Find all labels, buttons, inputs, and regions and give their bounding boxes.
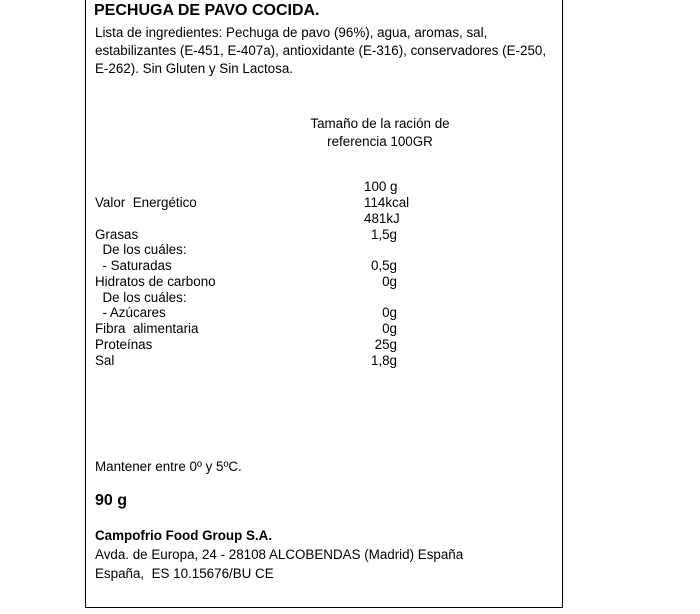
energy-kj: 481kJ xyxy=(364,211,400,226)
energy-label: Valor Energético xyxy=(95,195,197,210)
company-address: Avda. de Europa, 24 - 28108 ALCOBENDAS (Madrid) España xyxy=(95,547,464,562)
energy-kcal: 114kcal xyxy=(364,195,410,210)
per-100g-header: 100 g xyxy=(364,179,398,194)
nutrient-value: 25g xyxy=(374,337,397,352)
nutrient-label: Sal xyxy=(95,353,115,368)
product-title: PECHUGA DE PAVO COCIDA. xyxy=(94,2,320,19)
company-name: Campofrio Food Group S.A. xyxy=(95,528,273,543)
nutrition-row xyxy=(0,321,700,337)
health-mark: España, ES 10.15676/BU CE xyxy=(95,566,274,581)
serving-line-1: Tamaño de la ración de xyxy=(310,116,450,131)
nutrient-label: - Azúcares xyxy=(95,305,166,320)
nutrient-value: 1,5g xyxy=(370,227,397,242)
nutrient-label: Fibra alimentaria xyxy=(95,321,199,336)
nutrition-row xyxy=(0,274,700,290)
storage-instructions: Mantener entre 0º y 5ºC. xyxy=(95,459,242,474)
nutrient-label: Proteínas xyxy=(95,337,153,352)
serving-size xyxy=(300,115,460,151)
nutrient-label: De los cuáles: xyxy=(95,242,187,257)
nutrition-row xyxy=(0,227,700,243)
nutrition-row xyxy=(0,258,700,274)
energy-row xyxy=(0,195,700,211)
nutrient-label: - Saturadas xyxy=(95,258,172,273)
serving-line-2: referencia 100GR xyxy=(327,134,433,149)
nutrient-value: 0g xyxy=(382,321,397,336)
nutrient-value: 0,5g xyxy=(370,258,397,273)
energy-kj-row xyxy=(0,211,700,227)
nutrition-row xyxy=(0,337,700,353)
nutrient-value: 0g xyxy=(382,305,397,320)
nutrition-row xyxy=(0,290,700,306)
nutrient-label: Grasas xyxy=(95,227,139,242)
nutrient-label: Hidratos de carbono xyxy=(95,274,216,289)
nutrition-row xyxy=(0,242,700,258)
nutrition-header-row xyxy=(0,179,700,195)
nutrition-row xyxy=(0,305,700,321)
nutrient-label: De los cuáles: xyxy=(95,290,187,305)
nutrition-row xyxy=(0,353,700,369)
ingredients-list: Lista de ingredientes: Pechuga de pavo (96%), agua, aromas, sal, estabilizantes (E-451, E-407a), antioxidante (E-316), conservadores (E-250, E-262). Sin Gluten y Sin Lactosa. xyxy=(95,25,547,76)
net-weight: 90 g xyxy=(95,492,128,509)
nutrient-value: 1,8g xyxy=(370,353,397,368)
nutrient-value: 0g xyxy=(382,274,397,289)
